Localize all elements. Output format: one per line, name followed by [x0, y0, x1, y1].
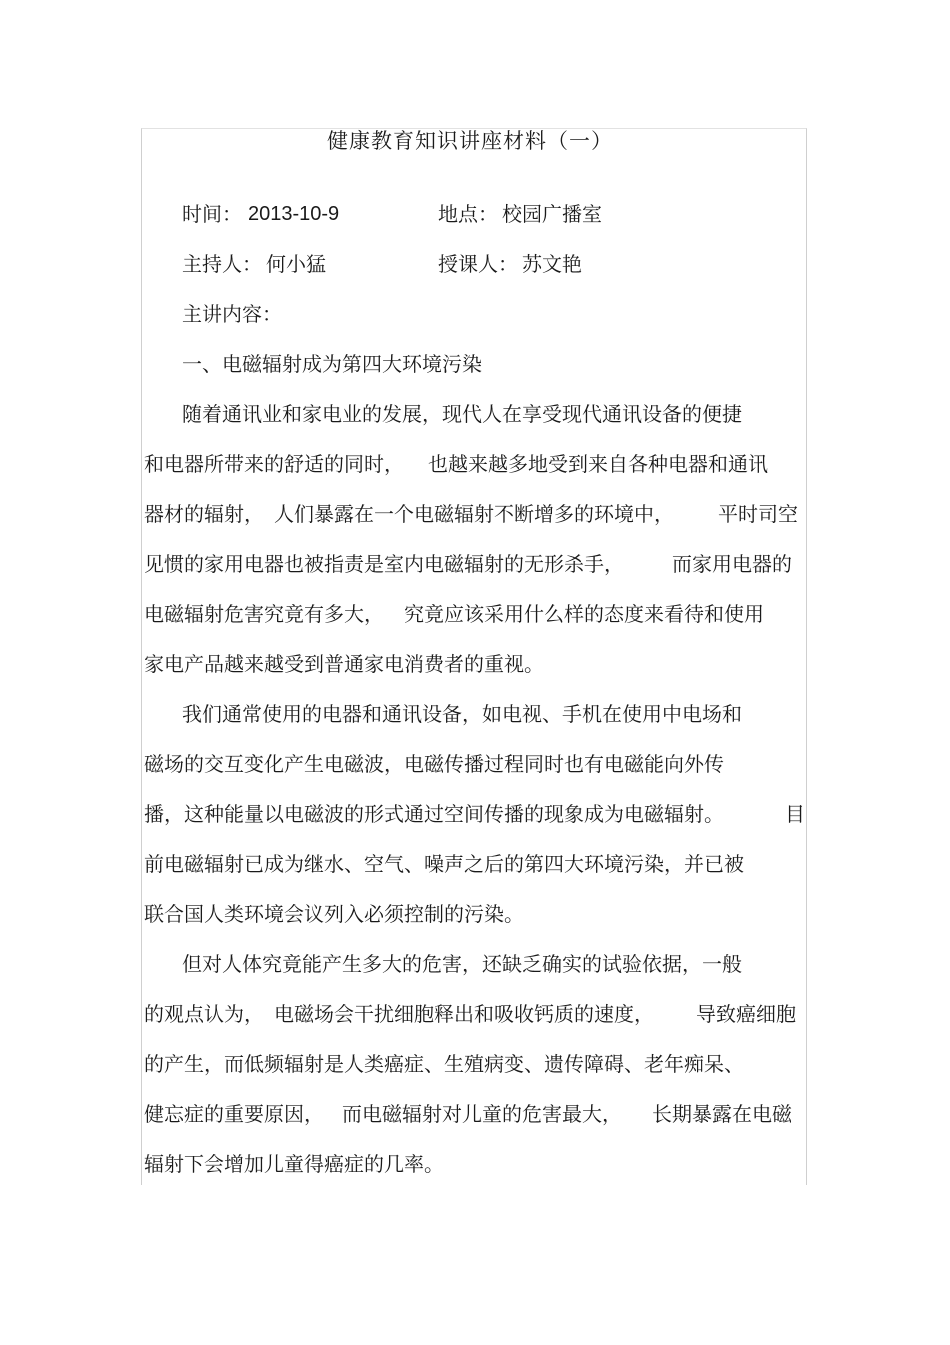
body-line: 人们暴露在一个电磁辐射不断增多的环境中，: [274, 502, 674, 526]
body-line: 辐射下会增加儿童得癌症的几率。: [144, 1152, 444, 1176]
body-line: 长期暴露在电磁: [652, 1102, 792, 1126]
body-line: 前电磁辐射已成为继水、空气、噪声之后的第四大环境污染，并已被: [144, 852, 744, 876]
body-line: 的产生，而低频辐射是人类癌症、生殖病变、遗传障碍、老年痴呆、: [144, 1052, 744, 1076]
host-value: 何小猛: [266, 252, 326, 276]
body-line: 但对人体究竟能产生多大的危害，还缺乏确实的试验依据，一般: [182, 952, 742, 976]
time-value: 2013-10-9: [248, 203, 340, 225]
body-line: 而家用电器的: [672, 552, 792, 576]
body-line: 电磁辐射危害究竟有多大，: [144, 602, 384, 626]
body-line: 导致癌细胞: [696, 1002, 796, 1026]
body-line: 究竟应该采用什么样的态度来看待和使用: [404, 602, 764, 626]
document-title: 健康教育知识讲座材料（一）: [327, 129, 613, 153]
body-line: 随着通讯业和家电业的发展，现代人在享受现代通讯设备的便捷: [182, 402, 742, 426]
body-line: 的观点认为，: [144, 1002, 264, 1026]
place-value: 校园广播室: [502, 202, 602, 226]
body-line: 目: [785, 802, 805, 826]
host-label: 主持人：: [182, 252, 262, 276]
body-line: 联合国人类环境会议列入必须控制的污染。: [144, 902, 524, 926]
body-line: 和电器所带来的舒适的同时，: [144, 452, 404, 476]
time-label: 时间：: [182, 202, 242, 226]
body-line: 也越来越多地受到来自各种电器和通讯: [428, 452, 768, 476]
body-line: 家电产品越来越受到普通家电消费者的重视。: [144, 652, 544, 676]
lecturer-label: 授课人：: [438, 252, 518, 276]
body-line: 平时司空: [718, 502, 798, 526]
body-line: 电磁场会干扰细胞释出和吸收钙质的速度，: [274, 1002, 654, 1026]
place-label: 地点：: [438, 202, 498, 226]
body-line: 我们通常使用的电器和通讯设备，如电视、手机在使用中电场和: [182, 702, 742, 726]
body-line: 而电磁辐射对儿童的危害最大，: [342, 1102, 622, 1126]
body-line: 健忘症的重要原因，: [144, 1102, 324, 1126]
content-label: 主讲内容：: [182, 302, 282, 326]
section-heading: 一、电磁辐射成为第四大环境污染: [182, 352, 482, 376]
body-line: 见惯的家用电器也被指责是室内电磁辐射的无形杀手，: [144, 552, 624, 576]
body-line: 播，这种能量以电磁波的形式通过空间传播的现象成为电磁辐射。: [144, 802, 724, 826]
body-line: 器材的辐射，: [144, 502, 264, 526]
lecturer-value: 苏文艳: [522, 252, 582, 276]
body-line: 磁场的交互变化产生电磁波，电磁传播过程同时也有电磁能向外传: [144, 752, 724, 776]
